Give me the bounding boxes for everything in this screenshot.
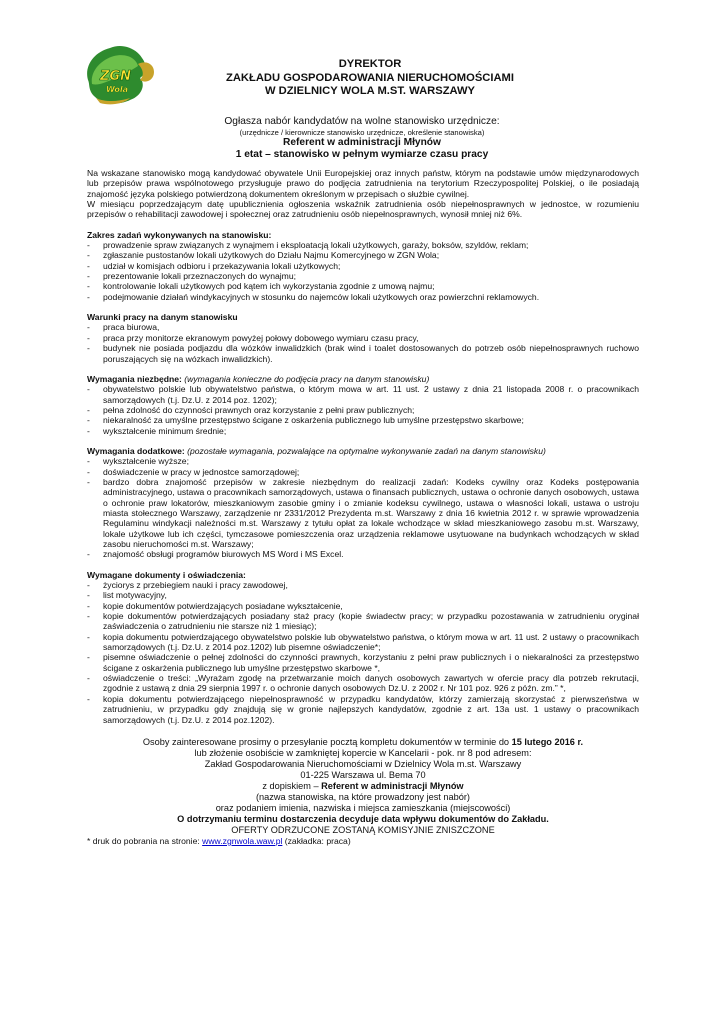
header-line-2: ZAKŁADU GOSPODAROWANIA NIERUCHOMOŚCIAMI [226,71,514,84]
list-item: - kopie dokumentów potwierdzających posiadane wykształcenie, [87,601,639,611]
address-name: Zakład Gospodarowania Nieruchomościami w Dzielnicy Wola m.st. Warszawy [204,758,522,769]
list-item: - oświadczenie o treści: „Wyrażam zgodę na przetwarzanie moich danych osobowych zawartych w ofercie pracy dla potrzeb rekrutacji, zgodnie z ustawą z dnia 29 sierpnia 1997 r. o ochronie danych osobowych Dz.U. z 2002 r. Nr 101 poz. 926 z późn. zm.” *, [87,673,639,694]
conditions-section [87,312,639,364]
list-item: - zgłaszanie pustostanów lokali użytkowych do Działu Najmu Komercyjnego w ZGN Wola; [87,250,639,260]
employment-type: 1 etat – stanowisko w pełnym wymiarze czasu pracy [235,149,489,160]
annotation-line [87,781,639,792]
deadline-date: 15 lutego 2016 r. [511,736,584,747]
list-item: - kopia dokumentu potwierdzającego niepełnosprawność w przypadku kandydatów, którzy zamierzają skorzystać z pierwszeństwa w zatrudnieniu, w przypadku gdy znajdują się w gronie najlepszych kandydatów, zgodnie z art. 13a ust. 1 ustawy o pracownikach samorządowych (t.j. Dz.U. z 2014 poz.1202). [87,694,639,725]
zgn-wola-logo [80,40,162,110]
required-heading-note: (wymagania konieczne do podjęcia pracy na danym stanowisku) [184,373,430,384]
list-item: - kopia dokumentu potwierdzającego obywatelstwo polskie lub obywatelstwo państwa, o którym mowa w art. 11 ust. 2 ustawy o pracownikach samorządowych (t.j. Dz.U. z 2014 poz.1202) lub pisemne oświadczenie*; [87,632,639,653]
personal-data-line: oraz podaniem imienia, nazwiska i miejsca zamieszkania (miejscowości) [215,802,511,813]
list-item: - obywatelstwo polskie lub obywatelstwo państwa, o którym mowa w art. 11 ust. 2 ustawy z dnia 21 listopada 2008 r. o pracownikach samorządowych (t.j. Dz.U. z 2014 poz. 1202); [87,384,639,405]
deadline-line [87,737,639,748]
header-line-1: DYREKTOR [338,58,402,70]
list-item: - kontrolowanie lokali użytkowych pod kątem ich wykorzystania zgodnie z umową najmu; [87,281,639,291]
address-street: 01-225 Warszawa ul. Bema 70 [300,769,426,780]
additional-heading [87,446,639,456]
tasks-heading: Zakres zadań wykonywanych na stanowisku: [87,229,272,240]
required-heading-label: Wymagania niezbędne: [87,373,182,384]
announcement-intro [90,116,634,161]
required-list [87,384,639,436]
list-item: - prezentowanie lokali przeznaczonych do wynajmu; [87,271,639,281]
conditions-list [87,322,639,363]
rejected-offers-note: OFERTY ODRZUCONE ZOSTANĄ KOMISYJNIE ZNISZCZONE [231,824,495,835]
annotation-position: Referent w administracji Młynów [321,780,464,791]
list-item: - list motywacyjny, [87,590,639,600]
documents-list [87,580,639,725]
list-item: - niekaralność za umyślne przestępstwo ścigane z oskarżenia publicznego lub umyślne przestępstwo skarbowe; [87,415,639,425]
eligibility-paragraph: Na wskazane stanowisko mogą kandydować obywatele Unii Europejskiej oraz innych państw, którym na podstawie umów międzynarodowych lub przepisów prawa wspólnotowego przysługuje prawo do podjęcia zatrudnienia na terytorium Rzeczypospolitej Polskiej, o ile posiadają znajomość języka polskiego potwierdzoną dokumentem określonym w przepisach o służbie cywilnej. [87,168,639,199]
logo-text: ZGN [100,69,131,84]
header-line-3: W DZIELNICY WOLA M.ST. WARSZAWY [264,85,476,98]
list-item: - życiorys z przebiegiem nauki i pracy zawodowej, [87,580,639,590]
download-note [87,836,639,846]
list-item: - budynek nie posiada podjazdu dla wózków inwalidzkich (brak wind i toalet dostosowanych do potrzeb osób niepełnosprawnych ruchowo poruszających się na wózkach inwalidzkich). [87,343,639,364]
additional-list [87,456,639,559]
required-section [87,374,639,436]
receipt-rule: O dotrzymaniu terminu dostarczenia decyduje data wpływu dokumentów do Zakładu. [177,813,549,824]
list-item: - prowadzenie spraw związanych z wynajmem i eksploatacją lokali użytkowych, garaży, boksów, szyldów, reklam; [87,240,639,250]
annotation-prefix: z dopiskiem – [262,780,322,791]
zgn-logo-icon [80,40,162,110]
website-link[interactable]: www.zgnwola.waw.pl [202,835,283,846]
list-item: - doświadczenie w pracy w jednostce samorządowej; [87,467,639,477]
document-body [87,168,639,846]
annotation-hint: (nazwa stanowiska, na które prowadzony jest nabór) [256,791,470,802]
conditions-heading: Warunki pracy na danym stanowisku [87,312,238,323]
list-item: - kopie dokumentów potwierdzających posiadany staż pracy (kopie świadectw pracy; w przypadku pozostawania w zatrudnieniu oryginał zaświadczenia o zatrudnieniu nie starsze niż 1 miesiąc); [87,611,639,632]
tasks-section [87,230,639,302]
deadline-text: Osoby zainteresowane prosimy o przesyłanie pocztą kompletu dokumentów w terminie do [142,736,512,747]
additional-heading-note: (pozostałe wymagania, pozwalające na optymalne wykonywanie zadań na danym stanowisku) [187,445,546,456]
documents-section [87,570,639,725]
list-item: - udział w komisjach odbioru i przekazywania lokali użytkowych; [87,261,639,271]
list-item: - wykształcenie minimum średnie; [87,426,639,436]
list-item: - pełna zdolność do czynności prawnych oraz korzystanie z pełni praw publicznych; [87,405,639,415]
header-title [170,58,570,99]
list-item: - bardzo dobra znajomość przepisów w zakresie niezbędnym do realizacji zadań: Kodeks cywilny oraz Kodeks postępowania administracyjnego, ustawa o pracownikach samorządowych, ustawa o finansach publicznych, ustawa o ochronie danych osobowych, ustawa o ochronie praw lokatorów, mieszkaniowym zasobie gminy i o zmianie kodeksu cywilnego, ustawa o własności lokali, ustawa o ustroju miasta stołecznego Warszawy, zarządzenie nr 2331/2012 Prezydenta m.st. Warszawy z dnia 16 kwietnia 2012 r. w sprawie wprowadzenia Regulaminu windykacji należności m.st. Warszawy z tytułu opłat za lokale wchodzące w skład mieszkaniowego zasobu m.st. Warszawy, lokale użytkowe lub ich części, tymczasowe pomieszczenia oraz urządzenia reklamowe usytuowane na budynkach wchodzących w skład zasobu nieruchomości m.st. Warszawy; [87,477,639,549]
additional-section [87,446,639,560]
employment-rate-paragraph: W miesiącu poprzedzającym datę upublicznienia ogłoszenia wskaźnik zatrudnienia osób niepełnosprawnych w jednostce, w rozumieniu przepisów o rehabilitacji zawodowej i społecznej oraz zatrudnieniu osób niepełnosprawnych, wynosił mniej niż 6%. [87,199,639,220]
download-suffix: (zakładka: praca) [282,835,351,846]
logo-subtext: Wola [106,85,129,94]
tasks-list [87,240,639,302]
required-heading [87,374,639,384]
list-item: - praca biurowa, [87,322,639,332]
intro-line: Ogłasza nabór kandydatów na wolne stanowisko urzędnicze: [224,116,500,127]
list-item: - praca przy monitorze ekranowym powyżej połowy dobowego wymiaru czasu pracy, [87,333,639,343]
position-title: Referent w administracji Młynów [283,137,441,148]
list-item: - pisemne oświadczenie o pełnej zdolności do czynności prawnych, korzystaniu z pełni praw publicznych i o niekaralności za przestępstwo ścigane z oskarżenia publicznego lub umyślne przestępstwo skarbowe *, [87,652,639,673]
submission-info [87,737,639,846]
download-prefix: * druk do pobrania na stronie: [87,835,203,846]
list-item: - podejmowanie działań windykacyjnych w stosunku do najemców lokali użytkowych oraz powierzchni reklamowych. [87,292,639,302]
intro-subline: (urzędnicze / kierownicze stanowisko urzędnicze, określenie stanowiska) [239,128,485,137]
in-person-line: lub złożenie osobiście w zamkniętej kopercie w Kancelarii - pok. nr 8 pod adresem: [194,747,532,758]
list-item: - wykształcenie wyższe; [87,456,639,466]
documents-heading: Wymagane dokumenty i oświadczenia: [87,569,246,580]
list-item: - znajomość obsługi programów biurowych MS Word i MS Excel. [87,549,639,559]
additional-heading-label: Wymagania dodatkowe: [87,445,185,456]
